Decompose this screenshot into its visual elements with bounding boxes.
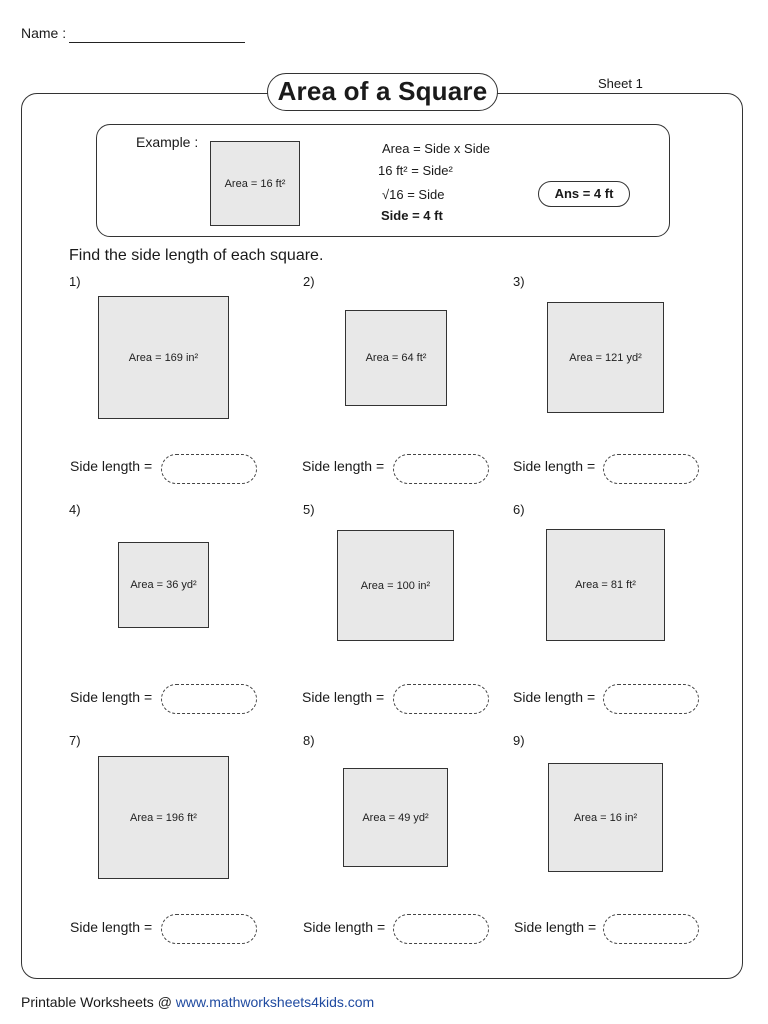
area-label: Area = 64 ft² <box>365 352 427 364</box>
problem-square <box>345 310 447 406</box>
problem-number: 8) <box>303 733 315 748</box>
problem-number: 3) <box>513 274 525 289</box>
answer-box[interactable] <box>161 914 257 944</box>
side-length-label: Side length = <box>303 919 386 935</box>
problem-square <box>546 529 665 641</box>
area-label: Area = 49 yd² <box>362 811 429 824</box>
area-label: Area = 169 in² <box>128 351 199 364</box>
instructions: Find the side length of each square. <box>69 247 324 264</box>
side-length-label: Side length = <box>302 458 385 474</box>
problem-number: 5) <box>303 502 315 517</box>
problem-square <box>98 296 229 419</box>
answer-box[interactable] <box>603 914 699 944</box>
side-length-label: Side length = <box>513 458 596 474</box>
problem-square <box>343 768 448 867</box>
footer-prefix: Printable Worksheets @ <box>21 994 176 1010</box>
problem-number: 1) <box>69 274 81 289</box>
side-length-label: Side length = <box>70 689 153 705</box>
example-square-label: Area = 16 ft² <box>224 177 286 190</box>
answer-box[interactable] <box>161 684 257 714</box>
example-label: Example : <box>136 134 199 150</box>
side-length-label: Side length = <box>302 689 385 705</box>
example-step-4: Side = 4 ft <box>381 208 443 223</box>
footer-link[interactable]: www.mathworksheets4kids.com <box>175 994 375 1010</box>
answer-box[interactable] <box>393 914 489 944</box>
problem-number: 7) <box>69 733 81 748</box>
problem-number: 6) <box>513 502 525 517</box>
problem-square <box>548 763 663 872</box>
answer-box[interactable] <box>603 454 699 484</box>
problem-square <box>547 302 664 413</box>
side-length-label: Side length = <box>70 919 153 935</box>
problem-number: 2) <box>303 274 315 289</box>
problem-number: 4) <box>69 502 81 517</box>
area-label: Area = 196 ft² <box>130 811 197 824</box>
answer-box[interactable] <box>393 684 489 714</box>
answer-box[interactable] <box>603 684 699 714</box>
worksheet-title: Area of a Square <box>267 73 498 111</box>
area-label: Area = 81 ft² <box>575 579 636 591</box>
answer-box[interactable] <box>393 454 489 484</box>
example-step-1: Area = Side x Side <box>382 141 491 156</box>
area-label: Area = 16 in² <box>573 811 638 824</box>
example-square <box>210 141 300 226</box>
problem-square <box>337 530 454 641</box>
side-length-label: Side length = <box>70 458 153 474</box>
example-step-2: 16 ft² = Side² <box>378 163 453 178</box>
name-line[interactable] <box>69 42 245 43</box>
example-answer: Ans = 4 ft <box>538 181 630 207</box>
problem-square <box>118 542 209 628</box>
answer-box[interactable] <box>161 454 257 484</box>
name-label: Name : <box>21 25 67 41</box>
side-length-label: Side length = <box>514 919 597 935</box>
example-step-3: √16 = Side <box>382 187 445 202</box>
area-label: Area = 100 in² <box>360 579 431 592</box>
side-length-label: Side length = <box>513 689 596 705</box>
problem-square <box>98 756 229 879</box>
area-label: Area = 121 yd² <box>569 351 642 364</box>
footer <box>21 994 374 1010</box>
sheet-label: Sheet 1 <box>598 76 643 91</box>
problem-number: 9) <box>513 733 525 748</box>
area-label: Area = 36 yd² <box>130 579 197 591</box>
